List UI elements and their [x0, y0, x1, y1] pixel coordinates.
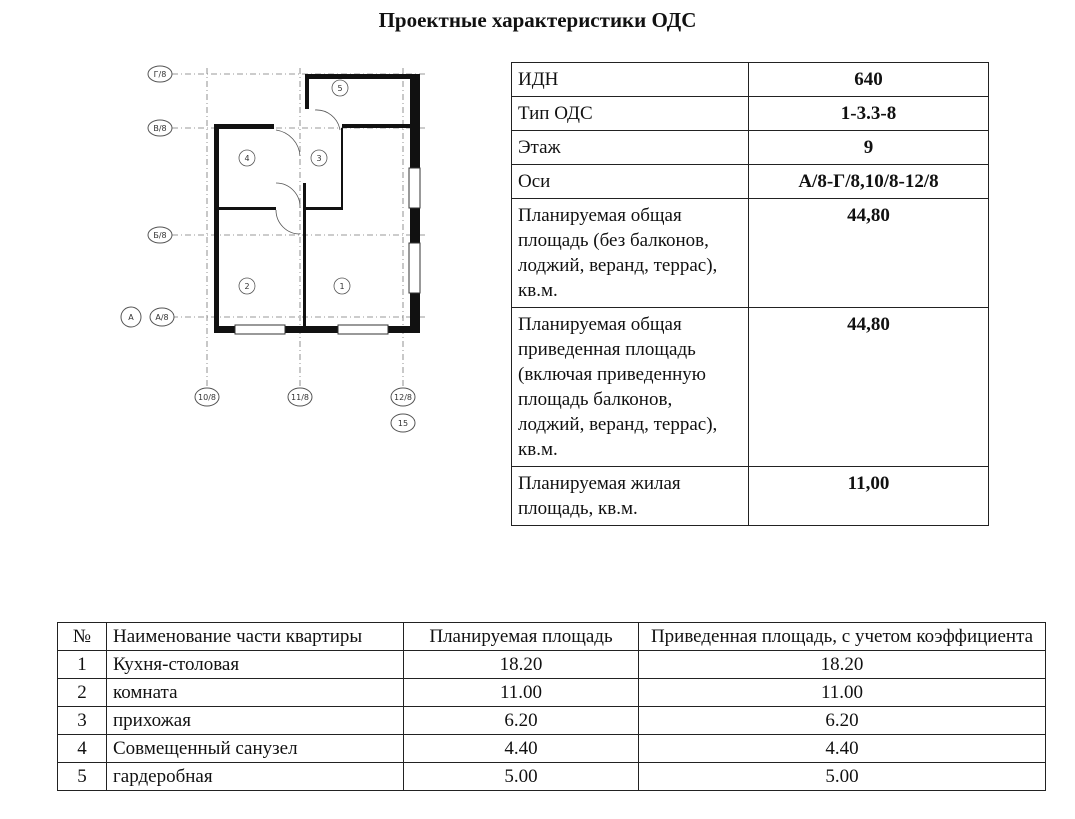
room-marker-5: 5 [337, 84, 343, 93]
header-area: Планируемая площадь [404, 623, 639, 651]
spec-value: 1-3.3-8 [749, 97, 989, 131]
room-marker-4: 4 [244, 154, 250, 163]
axis-marker-a: А [128, 313, 134, 322]
spec-value: 44,80 [749, 199, 989, 308]
spec-key: Этаж [512, 131, 749, 165]
spec-row [512, 467, 989, 526]
spec-key: Планируемая общая площадь (без балконов, лоджий, веранд, террас), кв.м. [512, 199, 749, 308]
table-row [58, 735, 1046, 763]
spec-key: Планируемая жилая площадь, кв.м. [512, 467, 749, 526]
row-name: Совмещенный санузел [107, 735, 404, 763]
row-area: 4.40 [404, 735, 639, 763]
row-name: комната [107, 679, 404, 707]
spec-key: Планируемая общая приведенная площадь (включая приведенную площадь балконов, лоджий, веранд, террас), кв.м. [512, 308, 749, 467]
spec-key: Оси [512, 165, 749, 199]
table-header-row [58, 623, 1046, 651]
spec-value: 9 [749, 131, 989, 165]
table-row [58, 679, 1046, 707]
section-marker-15: 15 [397, 419, 409, 428]
row-number: 4 [58, 735, 107, 763]
header-name: Наименование части квартиры [107, 623, 404, 651]
spec-row [512, 199, 989, 308]
spec-row [512, 308, 989, 467]
row-reduced-area: 6.20 [639, 707, 1046, 735]
page-title: Проектные характеристики ОДС [378, 8, 697, 32]
spec-row [512, 131, 989, 165]
axis-label-a: А/8 [155, 313, 169, 322]
axis-label-v: В/8 [153, 124, 167, 133]
room-marker-2: 2 [244, 282, 250, 291]
table-row [58, 707, 1046, 735]
row-number: 3 [58, 707, 107, 735]
spec-value: А/8-Г/8,10/8-12/8 [749, 165, 989, 199]
row-reduced-area: 5.00 [639, 763, 1046, 791]
row-area: 11.00 [404, 679, 639, 707]
room-marker-3: 3 [316, 154, 322, 163]
spec-row [512, 97, 989, 131]
spec-row [512, 63, 989, 97]
spec-value: 640 [749, 63, 989, 97]
floor-plan-drawing [110, 58, 450, 448]
rooms-table [57, 622, 1046, 791]
axis-label-b: Б/8 [153, 231, 167, 240]
spec-table [511, 62, 989, 526]
header-reduced-area: Приведенная площадь, с учетом коэффициента [639, 623, 1046, 651]
spec-key: ИДН [512, 63, 749, 97]
axis-label-g: Г/8 [153, 70, 167, 79]
row-number: 2 [58, 679, 107, 707]
spec-row [512, 165, 989, 199]
axis-label-12: 12/8 [394, 393, 412, 402]
row-area: 5.00 [404, 763, 639, 791]
row-reduced-area: 18.20 [639, 651, 1046, 679]
row-area: 18.20 [404, 651, 639, 679]
row-reduced-area: 4.40 [639, 735, 1046, 763]
row-area: 6.20 [404, 707, 639, 735]
table-row [58, 763, 1046, 791]
row-name: прихожая [107, 707, 404, 735]
spec-key: Тип ОДС [512, 97, 749, 131]
spec-value: 44,80 [749, 308, 989, 467]
spec-value: 11,00 [749, 467, 989, 526]
row-number: 1 [58, 651, 107, 679]
row-number: 5 [58, 763, 107, 791]
table-row [58, 651, 1046, 679]
axis-label-11: 11/8 [291, 393, 309, 402]
row-name: гардеробная [107, 763, 404, 791]
room-marker-1: 1 [339, 282, 345, 291]
row-reduced-area: 11.00 [639, 679, 1046, 707]
row-name: Кухня-столовая [107, 651, 404, 679]
header-number: № [58, 623, 107, 651]
axis-label-10: 10/8 [198, 393, 216, 402]
